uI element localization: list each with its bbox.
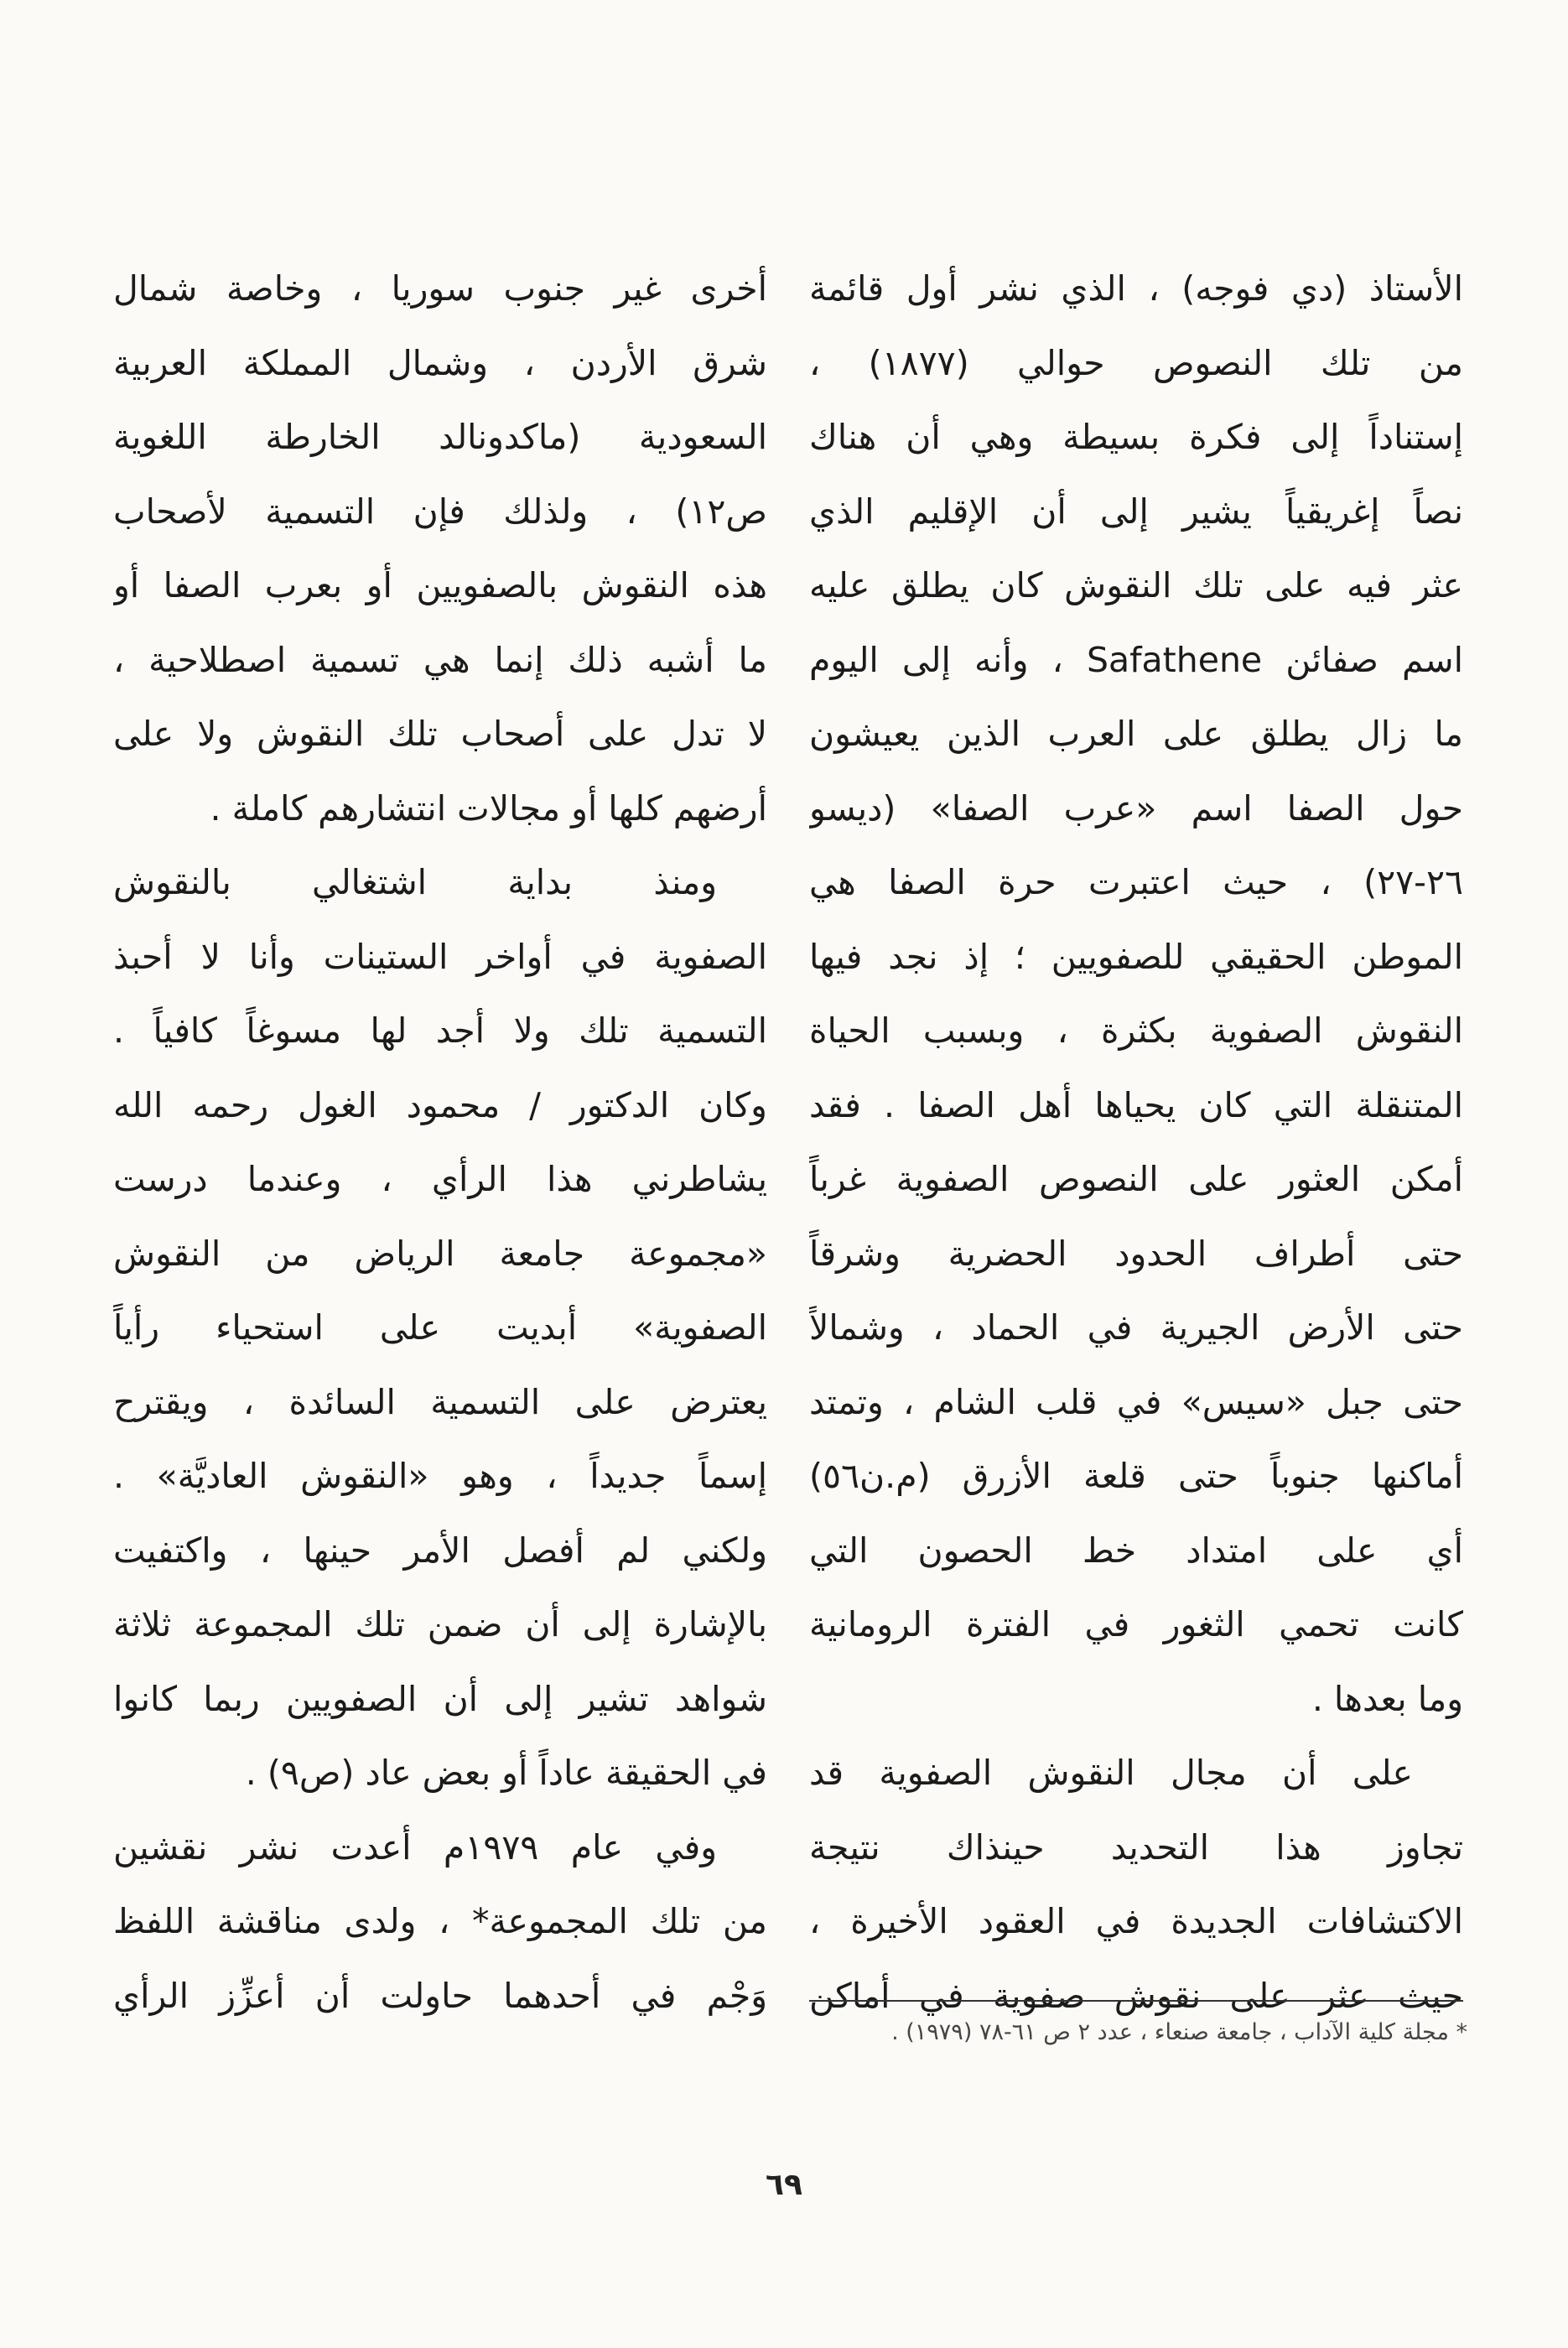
text-line: التسمية تلك ولا أجد لها مسوغاً كافياً . xyxy=(113,1010,767,1051)
text-line: في الحقيقة عاداً أو بعض عاد (ص٩) . xyxy=(245,1753,767,1793)
text-line: إسماً جديداً ، وهو «النقوش العاديَّة» . xyxy=(113,1456,767,1496)
text-line: أي على امتداد خط الحصون التي xyxy=(809,1530,1463,1571)
text-line: الموطن الحقيقي للصفويين ؛ إذ نجد فيها xyxy=(809,936,1463,977)
page-number: ٦٩ xyxy=(766,2168,802,2202)
text-line: عثر فيه على تلك النقوش كان يطلق عليه xyxy=(809,565,1463,605)
footnote: * مجلة كلية الآداب ، جامعة صنعاء ، عدد ٢ ص ٦١-٧٨ (١٩٧٩) . xyxy=(891,2019,1467,2045)
right-text-column xyxy=(809,252,1463,2033)
text-line: إستناداً إلى فكرة بسيطة وهي أن هناك xyxy=(809,417,1463,457)
text-line: ص١٢) ، ولذلك فإن التسمية لأصحاب xyxy=(113,491,767,532)
text-line: أمكن العثور على النصوص الصفوية غرباً xyxy=(809,1159,1463,1199)
text-line: شواهد تشير إلى أن الصفويين ربما كانوا xyxy=(113,1678,767,1719)
text-line: الصفوية في أواخر الستينات وأنا لا أحبذ xyxy=(113,936,767,977)
text-line: من تلك النصوص حوالي (١٨٧٧) ، xyxy=(809,342,1463,383)
text-line: حتى أطراف الحدود الحضرية وشرقاً xyxy=(809,1233,1463,1274)
text-line: كانت تحمي الثغور في الفترة الرومانية xyxy=(809,1604,1463,1644)
footnote-divider xyxy=(809,2000,1463,2002)
text-line: ما أشبه ذلك إنما هي تسمية اصطلاحية ، xyxy=(113,639,767,680)
left-text-column xyxy=(113,252,767,2033)
text-line: حتى جبل «سيس» في قلب الشام ، وتمتد xyxy=(809,1381,1463,1422)
text-line: أرضهم كلها أو مجالات انتشارهم كاملة . xyxy=(210,787,767,829)
text-line: هذه النقوش بالصفويين أو بعرب الصفا أو xyxy=(113,565,767,605)
text-line: نصاً إغريقياً يشير إلى أن الإقليم الذي xyxy=(809,491,1463,532)
text-line: وما بعدها . xyxy=(1311,1678,1463,1719)
text-line: حول الصفا اسم «عرب الصفا» (ديسو xyxy=(809,787,1463,829)
text-line: «مجموعة جامعة الرياض من النقوش xyxy=(113,1233,767,1274)
text-line: حيث عثر على نقوش صفوية في أماكن xyxy=(809,1975,1463,2016)
text-line: الأستاذ (دي فوجه) ، الذي نشر أول قائمة xyxy=(809,268,1463,309)
text-line: الصفوية» أبديت على استحياء رأياً xyxy=(113,1307,767,1348)
text-line: من تلك المجموعة* ، ولدى مناقشة اللفظ xyxy=(113,1901,767,1941)
text-line: بالإشارة إلى أن ضمن تلك المجموعة ثلاثة xyxy=(113,1604,767,1644)
text-line: يشاطرني هذا الرأي ، وعندما درست xyxy=(113,1159,767,1199)
text-line: السعودية (ماكدونالد الخارطة اللغوية xyxy=(113,417,767,457)
text-line: المتنقلة التي كان يحياها أهل الصفا . فقد xyxy=(809,1084,1463,1125)
text-line: وَجْم في أحدهما حاولت أن أعزِّز الرأي xyxy=(113,1975,767,2016)
text-line: اسم صفائن Safathene ، وأنه إلى اليوم xyxy=(809,639,1463,680)
text-line: شرق الأردن ، وشمال المملكة العربية xyxy=(113,342,767,383)
text-line: ولكني لم أفصل الأمر حينها ، واكتفيت xyxy=(113,1530,767,1571)
text-line: لا تدل على أصحاب تلك النقوش ولا على xyxy=(113,714,767,754)
text-line: النقوش الصفوية بكثرة ، وبسبب الحياة xyxy=(809,1010,1463,1051)
text-line: حتى الأرض الجيرية في الحماد ، وشمالاً xyxy=(809,1307,1463,1348)
text-line: ما زال يطلق على العرب الذين يعيشون xyxy=(809,714,1463,754)
text-line: أخرى غير جنوب سوريا ، وخاصة شمال xyxy=(113,268,767,309)
paragraph-start-line: وفي عام ١٩٧٩م أعدت نشر نقشين xyxy=(113,1826,718,1867)
text-line: تجاوز هذا التحديد حينذاك نتيجة xyxy=(809,1826,1463,1867)
text-line: يعترض على التسمية السائدة ، ويقترح xyxy=(113,1381,767,1422)
paragraph-start-line: ومنذ بداية اشتغالي بالنقوش xyxy=(113,862,717,902)
text-line: وكان الدكتور / محمود الغول رحمه الله xyxy=(113,1084,767,1125)
text-line: ٢٦-٢٧) ، حيث اعتبرت حرة الصفا هي xyxy=(809,862,1463,902)
text-line: أماكنها جنوباً حتى قلعة الأزرق (م.ن٥٦) xyxy=(809,1456,1463,1496)
paragraph-start-line: على أن مجال النقوش الصفوية قد xyxy=(809,1753,1413,1793)
text-line: الاكتشافات الجديدة في العقود الأخيرة ، xyxy=(809,1901,1463,1941)
